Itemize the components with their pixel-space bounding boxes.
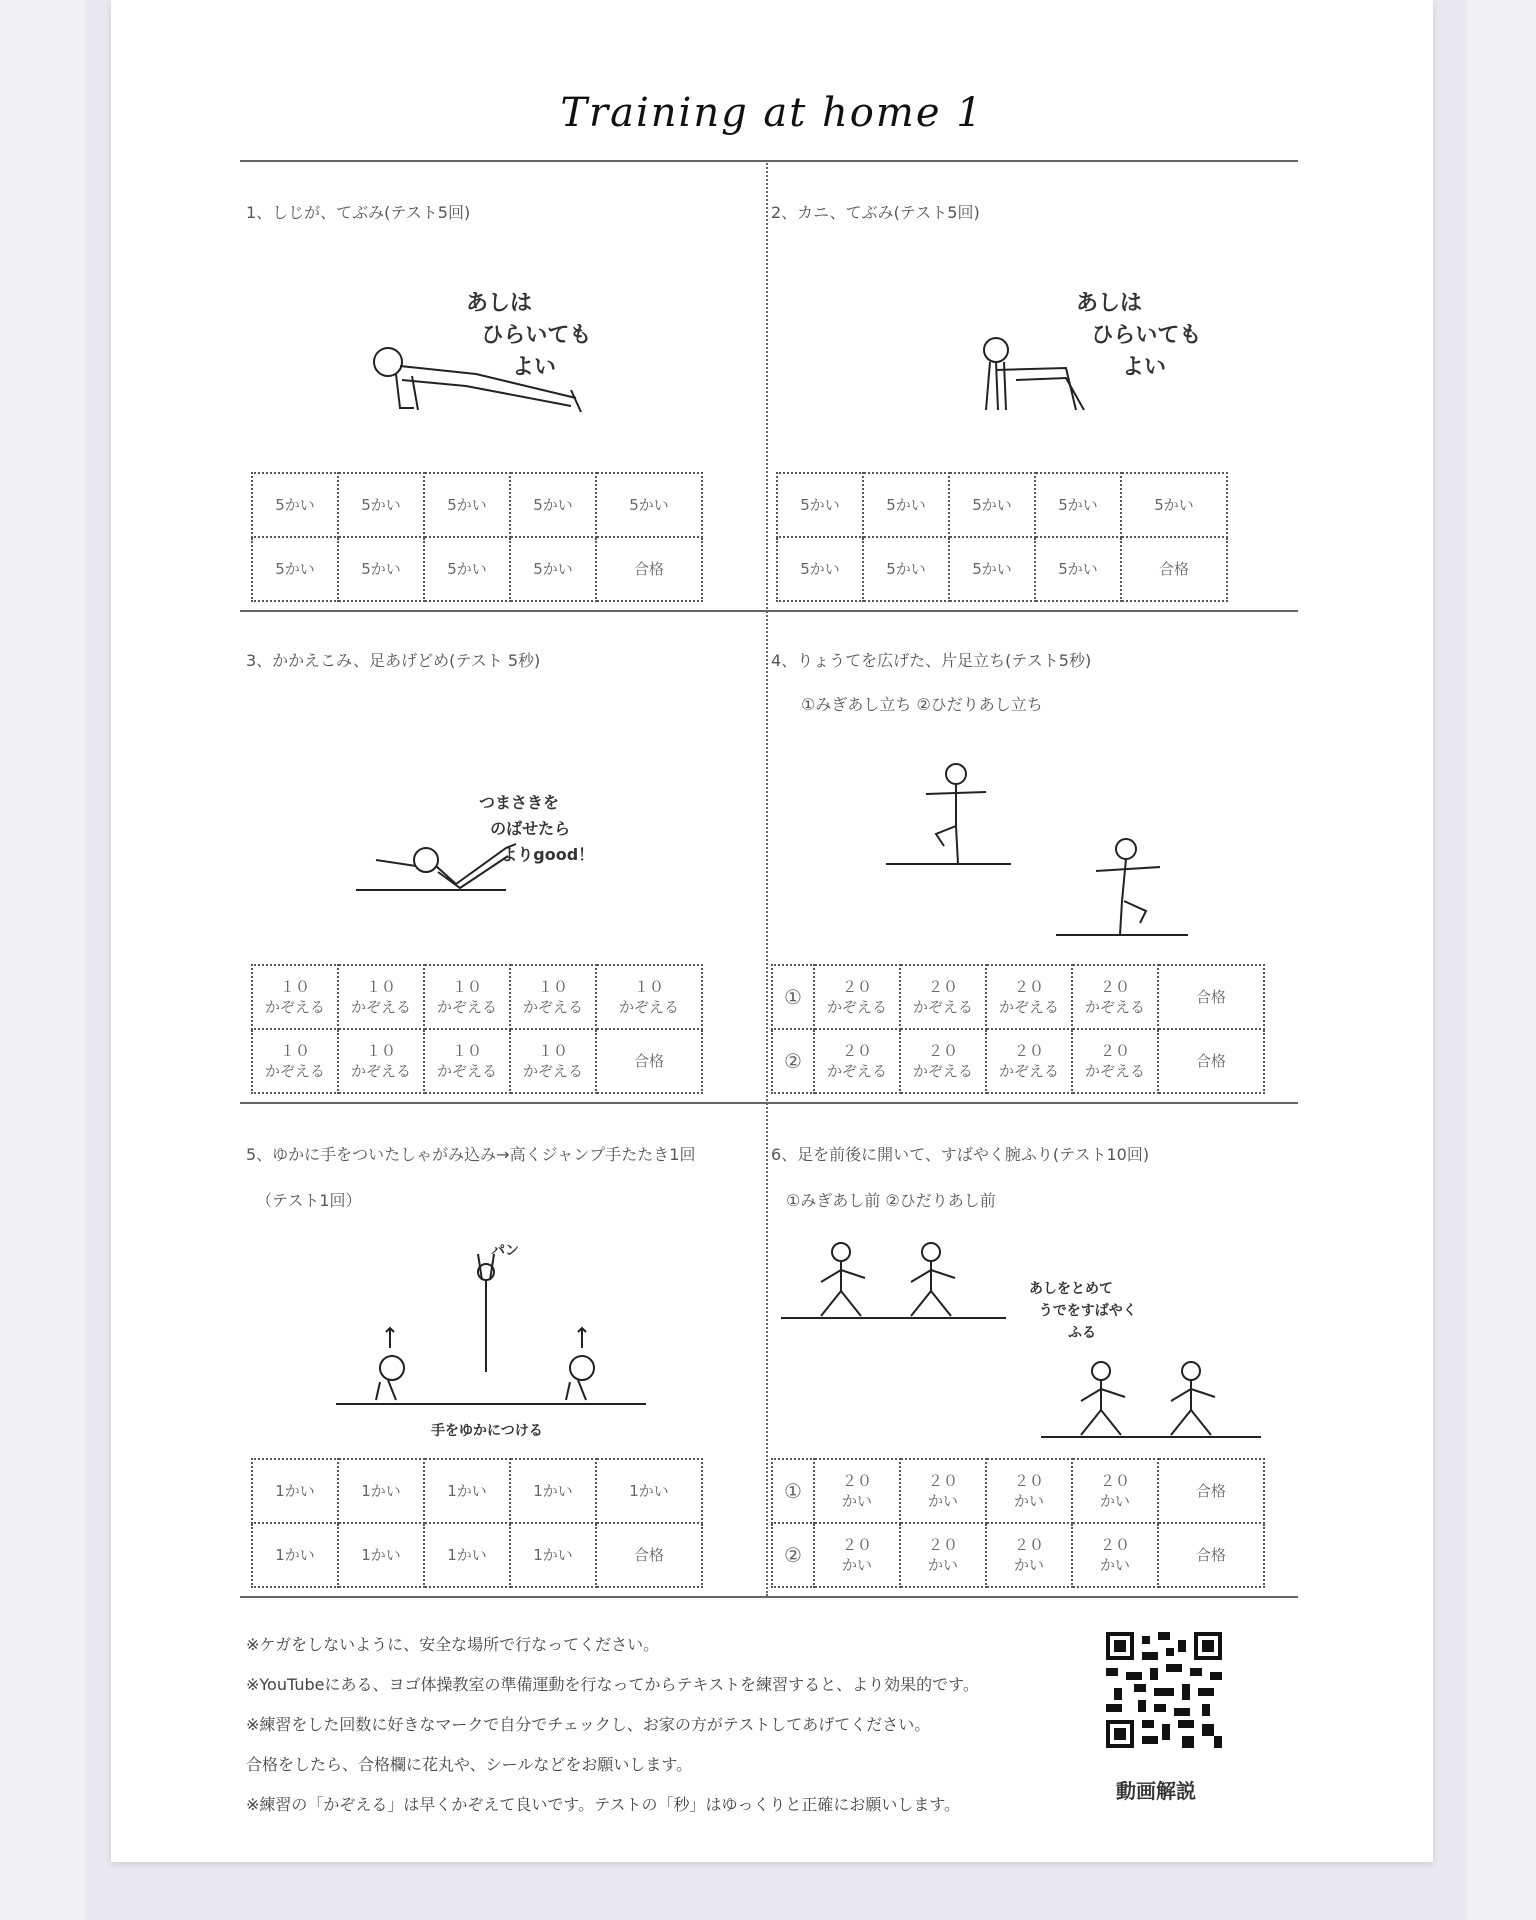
qr-code-label: 動画解説 (1116, 1779, 1196, 1803)
jump-clap-label: パン (491, 1243, 519, 1259)
check-cell[interactable]: ２０ かい (1072, 1523, 1158, 1587)
section-2-note: あしは ひらいても よい (1076, 291, 1202, 380)
check-cell[interactable]: ２０ かい (900, 1459, 986, 1523)
check-cell[interactable]: 5かい (1121, 473, 1227, 537)
section-3-checklist (251, 964, 703, 1094)
check-cell[interactable]: ２０ かぞえる (1072, 965, 1158, 1029)
one-leg-stand-right-figure (886, 760, 1016, 870)
check-cell[interactable]: 1かい (510, 1459, 596, 1523)
section-3-title: 3、かかえこみ、足あげどめ(テスト 5秒) (246, 651, 541, 670)
row-marker: ② (772, 1523, 814, 1587)
check-cell[interactable]: ２０ かい (986, 1523, 1072, 1587)
check-cell[interactable]: 1かい (510, 1523, 596, 1587)
hands-on-floor-label: 手をゆかにつける (431, 1423, 543, 1439)
footer-note-4: 合格をしたら、合格欄に花丸や、シールなどをお願いします。 (246, 1755, 693, 1774)
check-cell[interactable]: 5かい (949, 537, 1035, 601)
section-3-note: つまさきを のばせたら よりgood！ (479, 793, 595, 864)
row-divider-3 (240, 1596, 1298, 1598)
check-cell[interactable]: ２０ かい (986, 1459, 1072, 1523)
section-6-title: 6、足を前後に開いて、すばやく腕ふり(テスト10回) (771, 1145, 1150, 1164)
section-6-subtitle: ①みぎあし前 ②ひだりあし前 (786, 1191, 996, 1210)
pass-cell[interactable]: 合格 (596, 1029, 702, 1093)
check-cell[interactable]: １０ かぞえる (252, 965, 338, 1029)
row-marker: ① (772, 1459, 814, 1523)
section-5-checklist (251, 1458, 703, 1588)
pass-cell[interactable]: 合格 (1121, 537, 1227, 601)
worksheet-page (111, 0, 1433, 1862)
check-cell[interactable]: 5かい (863, 473, 949, 537)
check-cell[interactable]: ２０ かぞえる (1072, 1029, 1158, 1093)
check-cell[interactable]: 5かい (777, 473, 863, 537)
check-cell[interactable]: 1かい (596, 1459, 702, 1523)
check-cell[interactable]: ２０ かぞえる (814, 965, 900, 1029)
check-cell[interactable]: ２０ かぞえる (814, 1029, 900, 1093)
top-rule (240, 160, 1298, 162)
check-cell[interactable]: 1かい (338, 1459, 424, 1523)
row-marker: ① (772, 965, 814, 1029)
check-cell[interactable]: ２０ かぞえる (986, 1029, 1072, 1093)
v-sit-figure (356, 820, 556, 900)
page-title: Training at home 1 (560, 90, 984, 136)
check-cell[interactable]: 1かい (252, 1459, 338, 1523)
pushup-figure (356, 330, 596, 420)
pass-cell[interactable]: 合格 (1158, 1029, 1264, 1093)
check-cell[interactable]: ２０ かぞえる (986, 965, 1072, 1029)
column-divider (766, 160, 768, 1596)
check-cell[interactable]: 1かい (252, 1523, 338, 1587)
section-2-checklist (776, 472, 1228, 602)
check-cell[interactable]: 5かい (510, 473, 596, 537)
pass-cell[interactable]: 合格 (1158, 1459, 1264, 1523)
check-cell[interactable]: 5かい (1035, 473, 1121, 537)
check-cell[interactable]: ２０ かい (900, 1523, 986, 1587)
footer-note-3: ※練習をした回数に好きなマークで自分でチェックし、お家の方がテストしてあげてください。 (246, 1715, 931, 1734)
section-1-title: 1、しじが、てぶみ(テスト5回) (246, 203, 471, 222)
check-cell[interactable]: 1かい (424, 1523, 510, 1587)
row-marker: ② (772, 1029, 814, 1093)
footer-note-5: ※練習の「かぞえる」は早くかぞえて良いです。テストの「秒」はゆっくりと正確にお願いします。 (246, 1795, 961, 1814)
one-leg-stand-left-figure (1056, 835, 1191, 945)
check-cell[interactable]: １０ かぞえる (338, 965, 424, 1029)
footer-note-2: ※YouTubeにある、ヨゴ体操教室の準備運動を行なってからテキストを練習すると、より効果的です。 (246, 1675, 979, 1694)
section-5-title: 5、ゆかに手をついたしゃがみ込み→高くジャンプ手たたき1回 (246, 1145, 696, 1164)
check-cell[interactable]: 5かい (1035, 537, 1121, 601)
check-cell[interactable]: １０ かぞえる (424, 1029, 510, 1093)
check-cell[interactable]: ２０ かぞえる (900, 1029, 986, 1093)
section-6-checklist (771, 1458, 1265, 1588)
check-cell[interactable]: ２０ かい (814, 1523, 900, 1587)
check-cell[interactable]: 5かい (777, 537, 863, 601)
footer-note-1: ※ケガをしないように、安全な場所で行なってください。 (246, 1635, 660, 1654)
pass-cell[interactable]: 合格 (596, 1523, 702, 1587)
section-4-title: 4、りょうてを広げた、片足立ち(テスト5秒) (771, 651, 1092, 670)
crab-walk-figure (956, 330, 1106, 420)
check-cell[interactable]: ２０ かい (814, 1459, 900, 1523)
section-2-title: 2、カニ、てぶみ(テスト5回) (771, 203, 980, 222)
section-4-subtitle: ①みぎあし立ち ②ひだりあし立ち (801, 695, 1043, 714)
check-cell[interactable]: ２０ かい (1072, 1459, 1158, 1523)
check-cell[interactable]: 5かい (424, 537, 510, 601)
check-cell[interactable]: １０ かぞえる (510, 965, 596, 1029)
check-cell[interactable]: １０ かぞえる (424, 965, 510, 1029)
check-cell[interactable]: 5かい (510, 537, 596, 601)
section-6-note: あしをとめて うでをすばやく ふる (1029, 1281, 1137, 1341)
check-cell[interactable]: 5かい (863, 537, 949, 601)
check-cell[interactable]: 5かい (949, 473, 1035, 537)
section-1-checklist (251, 472, 703, 602)
check-cell[interactable]: １０ かぞえる (252, 1029, 338, 1093)
check-cell[interactable]: ２０ かぞえる (900, 965, 986, 1029)
check-cell[interactable]: 5かい (338, 473, 424, 537)
check-cell[interactable]: 5かい (596, 473, 702, 537)
section-4-checklist (771, 964, 1265, 1094)
check-cell[interactable]: 5かい (252, 537, 338, 601)
pass-cell[interactable]: 合格 (1158, 1523, 1264, 1587)
check-cell[interactable]: 1かい (424, 1459, 510, 1523)
section-5-subtitle: （テスト1回） (256, 1191, 362, 1210)
check-cell[interactable]: 1かい (338, 1523, 424, 1587)
check-cell[interactable]: 5かい (338, 537, 424, 601)
check-cell[interactable]: 5かい (252, 473, 338, 537)
section-1-note: あしは ひらいても よい (466, 291, 592, 380)
arm-swing-figure-1 (781, 1236, 1011, 1321)
squat-jump-figure (336, 1252, 656, 1412)
qr-code-icon[interactable] (1106, 1632, 1222, 1748)
arm-swing-figure-2 (1041, 1355, 1266, 1440)
pass-cell[interactable]: 合格 (596, 537, 702, 601)
check-cell[interactable]: １０ かぞえる (338, 1029, 424, 1093)
check-cell[interactable]: １０ かぞえる (510, 1029, 596, 1093)
row-divider-2 (240, 1102, 1298, 1104)
pass-cell[interactable]: 合格 (1158, 965, 1264, 1029)
check-cell[interactable]: 5かい (424, 473, 510, 537)
row-divider-1 (240, 610, 1298, 612)
check-cell[interactable]: １０ かぞえる (596, 965, 702, 1029)
